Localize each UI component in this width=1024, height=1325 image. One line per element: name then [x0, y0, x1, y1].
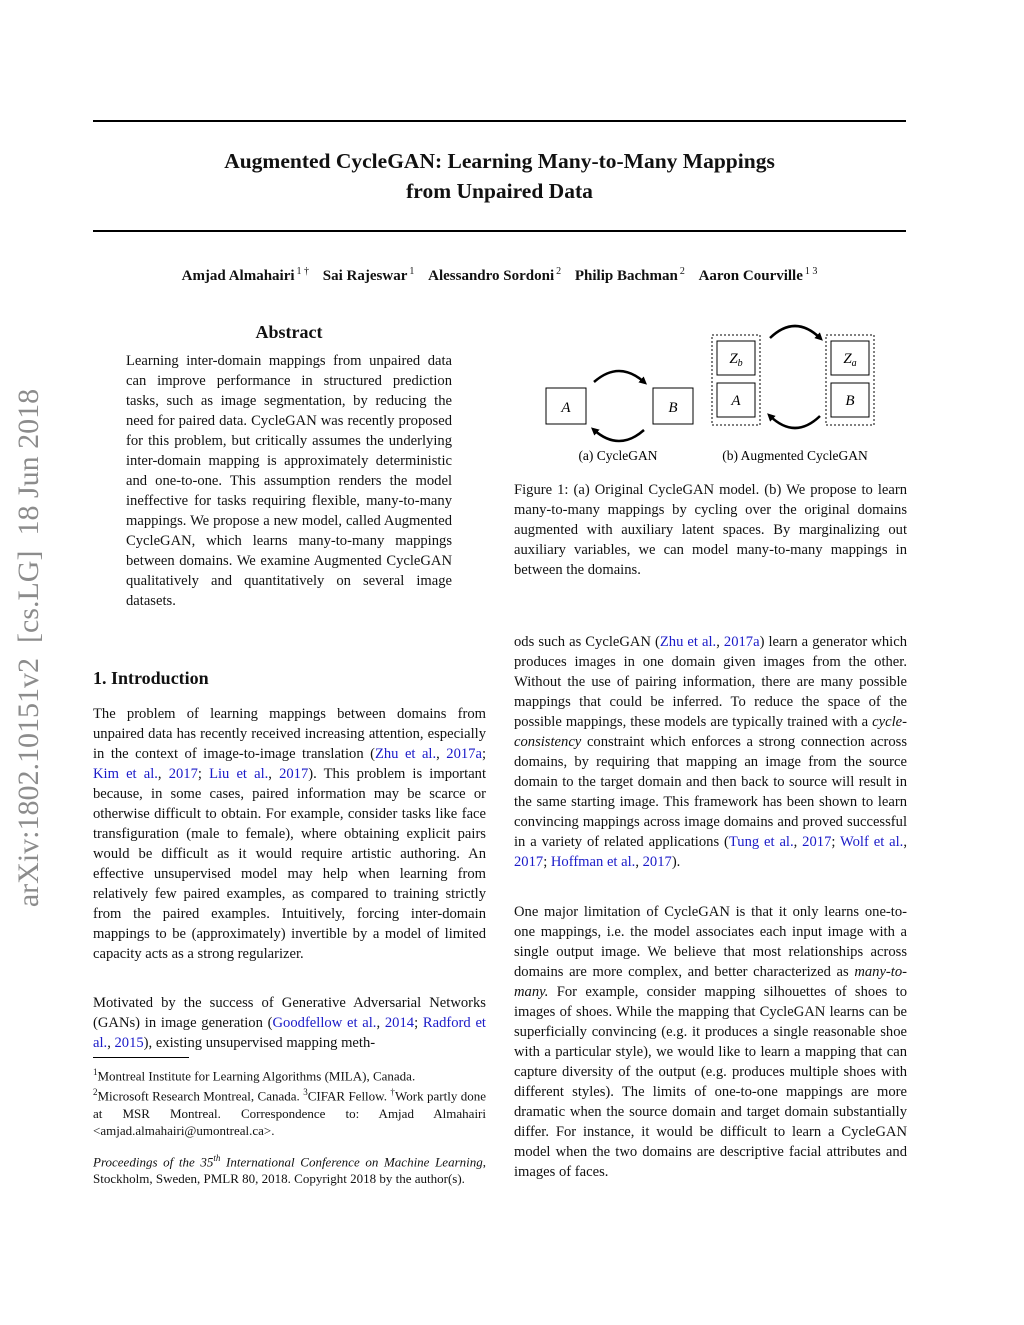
author: Aaron Courville $^{1 3}$ [698, 266, 818, 284]
title-line-1: Augmented CycleGAN: Learning Many-to-Many Mappings [224, 149, 775, 173]
citation-link[interactable]: Tung et al. [728, 834, 794, 850]
footnote-affiliations: $^1$Montreal Institute for Learning Algorithms (MILA), Canada. $^2$Microsoft Research Montreal, Canada. $^3$CIFAR Fellow. †Work partly done at MSR Montreal. Correspondence to: Amjad Almahairi <amjad.almahairi@umontreal.ca>. [93, 1067, 487, 1138]
fig-b-label-za: $Z_a$ [843, 351, 857, 369]
fig-b-label-b: B [845, 393, 855, 409]
fig-a-arrow-backward [594, 430, 644, 441]
section-heading-introduction: 1. Introduction [93, 668, 209, 688]
citation-link[interactable]: 2017a [446, 746, 482, 762]
abstract-heading: Abstract [255, 322, 323, 342]
citation-link[interactable]: Zhu et al. [659, 634, 717, 650]
author: Sai Rajeswar $^1$ [322, 266, 415, 284]
citation-link[interactable]: Radford et al. [93, 1015, 486, 1051]
author: Philip Bachman $^2$ [574, 266, 685, 284]
citation-link[interactable]: Hoffman et al. [550, 854, 636, 870]
citation-link[interactable]: Liu et al. [209, 766, 269, 782]
title-bottom-rule [93, 230, 906, 232]
footnote-rule [93, 1057, 189, 1058]
citation-link[interactable]: Wolf et al. [840, 834, 904, 850]
footnote-proceedings: Proceedings of the 35th International Conference on Machine Learning, Stockholm, Sweden, PMLR 80, 2018. Copyright 2018 by the author(s). [93, 1153, 486, 1187]
fig-b-caption: (b) Augmented CycleGAN [722, 448, 868, 463]
citation-link[interactable]: Zhu et al. [374, 746, 437, 762]
fig-b-arrow-backward [770, 416, 820, 428]
top-rule [93, 120, 906, 122]
fig-a-label-b: B [668, 400, 678, 416]
fig-b-label-a: A [731, 393, 741, 409]
intro-paragraph-2: Motivated by the success of Generative Adversarial Networks (GANs) in image generation (Goodfellow et al., 2014; Radford et al., 2015), existing unsupervised mapping meth- [93, 995, 486, 1051]
author: Amjad Almahairi $^{1 \dagger}$ [181, 266, 310, 284]
title-line-2: from Unpaired Data [406, 179, 593, 203]
fig-b-arrow-forward [770, 326, 820, 338]
author-list [93, 266, 906, 285]
fig-a-label-a: A [561, 400, 571, 416]
abstract-text: Learning inter-domain mappings from unpaired data can improve performance in structured prediction tasks, such as image segmentation, by reducing the need for paired data. CycleGAN was recently proposed for this problem, but critically assumes the underlying inter-domain mapping is approximately deterministic and one-to-one. This assumption renders the model ineffective for tasks requiring flexible, many-to-many mappings. We propose a new model, called Augmented CycleGAN, which learns many-to-many mappings between domains. We examine Augmented CycleGAN qualitatively and quantitatively on several image datasets. [126, 353, 452, 609]
fig-a-arrow-forward [594, 371, 644, 382]
citation-link[interactable]: 2015 [114, 1035, 144, 1051]
intro-paragraph-1: The problem of learning mappings between domains from unpaired data has recently received increasing attention, especially in the context of image-to-image translation (Zhu et al., 2017a; Kim et al., 2017; Liu et al., 2017). This problem is important because, in some cases, paired information may be scarce or otherwise difficult to obtain. For example, consider tasks like face transfiguration (male to female), where obtaining explicit pairs would be difficult as it would require artistic authoring. An effective unsupervised model may help when learning from relatively few paired examples, as compared to training strictly from the paired examples. Intuitively, forcing inter-domain mappings to be (approximately) invertible by a model of limited capacity acts as a strong regularizer. [93, 706, 487, 962]
author: Alessandro Sordoni $^2$ [428, 266, 562, 284]
citation-link[interactable]: 2017a [723, 634, 760, 650]
citation-link[interactable]: 2014 [384, 1015, 415, 1031]
figure-1 [520, 318, 920, 470]
citation-link[interactable]: 2017 [642, 854, 672, 870]
figure-caption: Figure 1: (a) Original CycleGAN model. (b) We propose to learn many-to-many mappings by cycling over the original domains augmented with auxiliary latent spaces. By marginalizing out auxiliary variables, we can model many-to-many mappings in between the domains. [514, 482, 907, 578]
paper-title [93, 146, 906, 206]
fig-a-caption: (a) CycleGAN [578, 448, 658, 463]
fig-b-label-zb: $Z_b$ [729, 351, 743, 369]
citation-link[interactable]: Goodfellow et al. [272, 1015, 377, 1031]
citation-link[interactable]: 2017 [279, 766, 309, 782]
citation-link[interactable]: 2017 [802, 834, 832, 850]
citation-link[interactable]: 2017 [514, 854, 544, 870]
citation-link[interactable]: 2017 [168, 766, 198, 782]
intro-paragraph-4: One major limitation of CycleGAN is that it only learns one-to-one mappings, i.e. the model associates each input image with a single output image. We believe that most relationships across domains are more complex, and better characterized as many-to-many. For example, consider mapping silhouettes of shoes to images of shoes. While the mapping that CycleGAN learns can be superficially convincing (e.g. it produces a single reasonable shoe with a particular style), we would like to learn a mapping that can capture diversity of the output (e.g. produces multiple shoes with different styles). The limits of one-to-one mappings are more dramatic when the source domain and target domain substantially differ. For instance, it would be difficult to learn a CycleGAN model when the two domains are descriptive facial attributes and images of faces. [514, 904, 907, 1180]
citation-link[interactable]: Kim et al. [93, 766, 158, 782]
intro-paragraph-3: ods such as CycleGAN (Zhu et al., 2017a) learn a generator which produces images in one domain given images from the other. Without the use of pairing information, there are many possible mappings that could be inferred. To reduce the space of the possible mappings, these models are typically trained with a cycle-consistency constraint which enforces a strong connection across domains, by requiring that mapping an image from the source domain to the target domain and then back to source will result in the same starting image. This framework has been shown to learn convincing mappings across image domains and proved successful in a variety of related applications (Tung et al., 2017; Wolf et al., 2017; Hoffman et al., 2017). [514, 634, 908, 870]
arxiv-side-label: arXiv:1802.10151v2 [cs.LG] 18 Jun 2018 [12, 388, 45, 908]
